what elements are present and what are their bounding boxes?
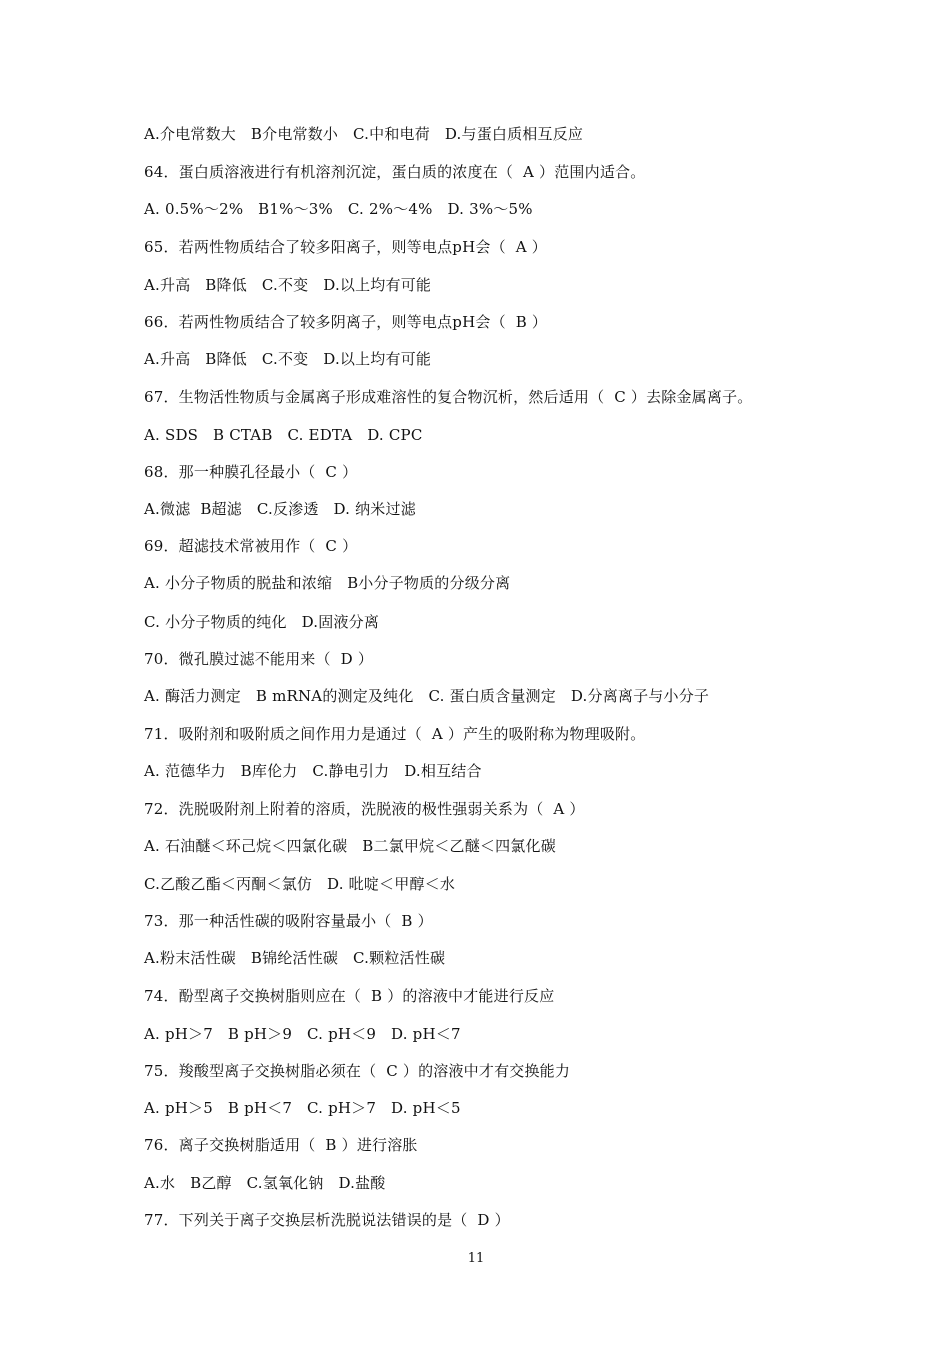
- answer-options-72-ab: A. 石油醚＜环己烷＜四氯化碳 B二氯甲烷＜乙醚＜四氯化碳: [144, 837, 556, 855]
- question-75: 75．羧酸型离子交换树脂必须在（ C ）的溶液中才有交换能力: [144, 1062, 571, 1080]
- answer-options-68: A.微滤 B超滤 C.反渗透 D. 纳米过滤: [144, 500, 416, 518]
- question-67: 67．生物活性物质与金属离子形成难溶性的复合物沉析，然后适用（ C ）去除金属离子。: [144, 388, 753, 406]
- question-71: 71．吸附剂和吸附质之间作用力是通过（ A ）产生的吸附称为物理吸附。: [144, 725, 646, 743]
- question-64: 64．蛋白质溶液进行有机溶剂沉淀，蛋白质的浓度在（ A ）范围内适合。: [144, 163, 646, 181]
- answer-options-75: A. pH＞5 B pH＜7 C. pH＞7 D. pH＜5: [144, 1099, 461, 1117]
- answer-options-69-cd: C. 小分子物质的纯化 D.固液分离: [144, 613, 380, 631]
- answer-options-64: A. 0.5%～2% B1%～3% C. 2%～4% D. 3%～5%: [144, 200, 533, 218]
- answer-options-71: A. 范德华力 B库伦力 C.静电引力 D.相互结合: [144, 762, 482, 780]
- question-72: 72．洗脱吸附剂上附着的溶质，洗脱液的极性强弱关系为（ A ）: [144, 800, 585, 818]
- answer-options-65: A.升高 B降低 C.不变 D.以上均有可能: [144, 276, 432, 294]
- answer-options-76: A.水 B乙醇 C.氢氧化钠 D.盐酸: [144, 1174, 386, 1192]
- answer-options-74: A. pH＞7 B pH＞9 C. pH＜9 D. pH＜7: [144, 1025, 461, 1043]
- answer-options-67: A. SDS B CTAB C. EDTA D. CPC: [144, 426, 423, 444]
- question-74: 74．酚型离子交换树脂则应在（ B ）的溶液中才能进行反应: [144, 987, 555, 1005]
- question-76: 76．离子交换树脂适用（ B ）进行溶胀: [144, 1136, 418, 1154]
- question-65: 65．若两性物质结合了较多阳离子，则等电点pH会（ A ）: [144, 238, 547, 256]
- answer-options-66: A.升高 B降低 C.不变 D.以上均有可能: [144, 350, 432, 368]
- question-69: 69．超滤技术常被用作（ C ）: [144, 537, 358, 555]
- question-68: 68．那一种膜孔径最小（ C ）: [144, 463, 358, 481]
- answer-options-69-ab: A. 小分子物质的脱盐和浓缩 B小分子物质的分级分离: [144, 574, 511, 592]
- question-77: 77．下列关于离子交换层析洗脱说法错误的是（ D ）: [144, 1211, 510, 1229]
- question-73: 73．那一种活性碳的吸附容量最小（ B ）: [144, 912, 433, 930]
- answer-options-73: A.粉末活性碳 B锦纶活性碳 C.颗粒活性碳: [144, 949, 446, 967]
- question-70: 70．微孔膜过滤不能用来（ D ）: [144, 650, 374, 668]
- answer-options-63: A.介电常数大 B介电常数小 C.中和电荷 D.与蛋白质相互反应: [144, 125, 584, 143]
- answer-options-72-cd: C.乙酸乙酯＜丙酮＜氯仿 D. 吡啶＜甲醇＜水: [144, 875, 456, 893]
- page-number: 11: [467, 1251, 485, 1266]
- answer-options-70: A. 酶活力测定 B mRNA的测定及纯化 C. 蛋白质含量测定 D.分离离子与小分子: [144, 687, 710, 705]
- question-66: 66．若两性物质结合了较多阴离子，则等电点pH会（ B ）: [144, 313, 548, 331]
